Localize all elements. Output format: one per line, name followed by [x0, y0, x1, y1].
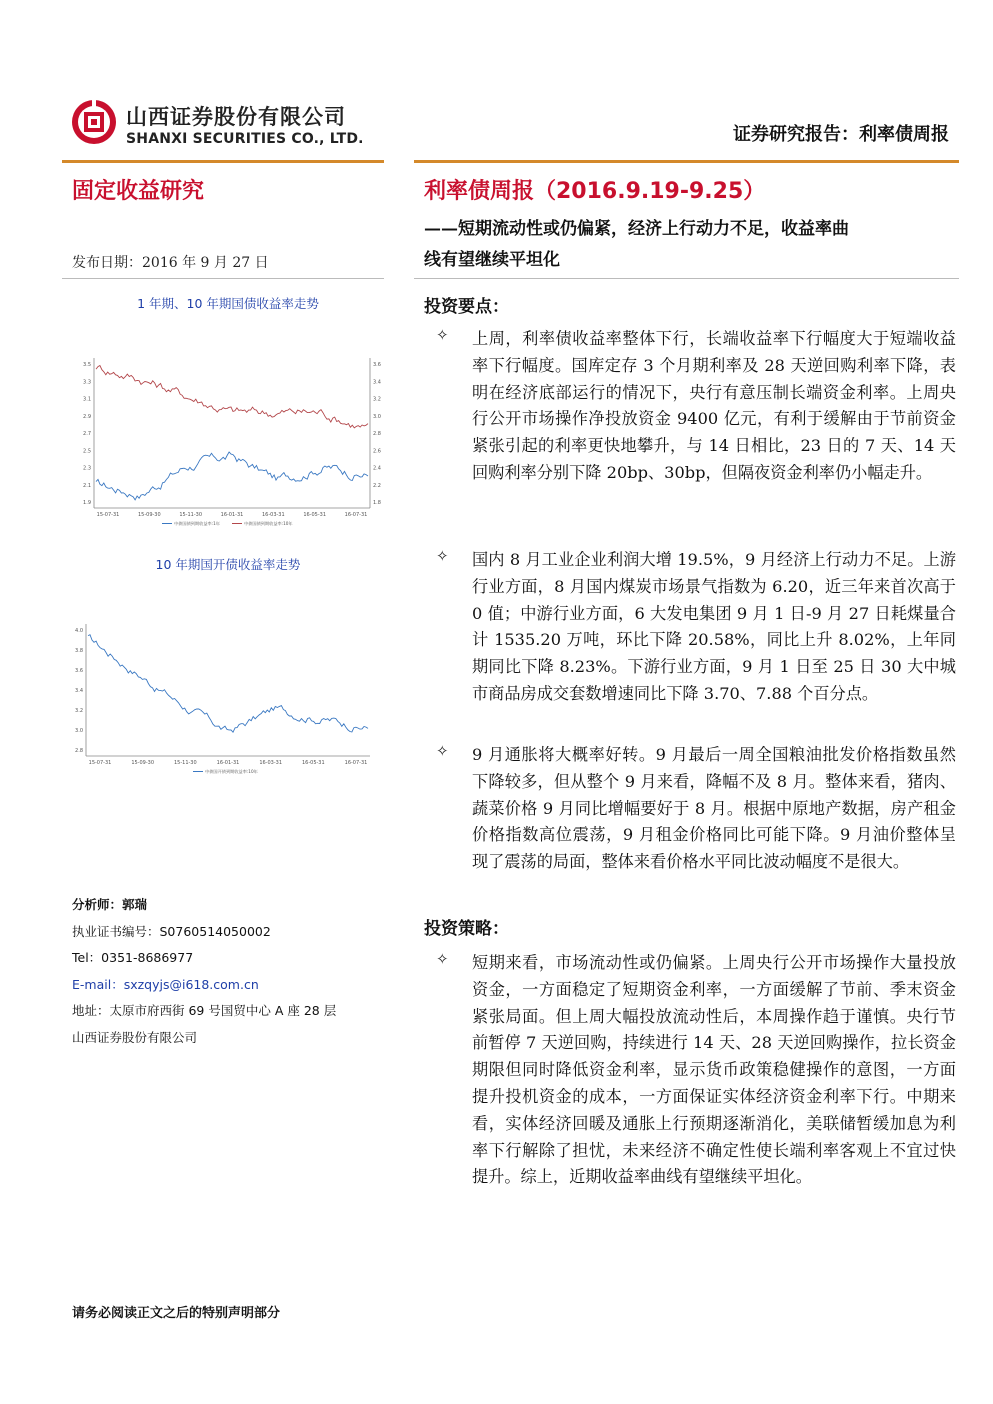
x-tick-label: 16-03-31 [259, 760, 283, 766]
investment-point-text: 9 月通胀将大概率好转。9 月最后一周全国粮油批发价格指数虽然下降较多，但从整个 9 月来看，降幅不及 8 月。整体来看，猪肉、蔬菜价格 9 月同比增幅要好于 8 月。根据中原地产数据，房产租金价格指数高位震荡，9 月租金价格同比可能下降。9 月油价整体呈现了震荡的局面，整体来看价格水平同比波动幅度不是很大。 [472, 745, 956, 872]
y-tick-label: 3.2 [75, 708, 83, 714]
y-tick-label: 2.1 [83, 482, 91, 489]
company-name-cn: 山西证券股份有限公司 [126, 105, 346, 129]
chart1-title: 1 年期、10 年期国债收益率走势 [137, 296, 319, 311]
investment-point-1 [436, 326, 956, 487]
x-tick-label: 16-05-31 [303, 512, 327, 518]
y-tick-label: 3.3 [83, 379, 91, 386]
series-line-1 [96, 452, 368, 500]
strategy-point-1 [436, 950, 956, 1191]
series-line-2 [96, 366, 368, 428]
right-divider [414, 278, 959, 279]
bullet-diamond-icon: ✧ [436, 547, 449, 565]
x-tick-label: 16-07-31 [344, 760, 368, 766]
strategy-point-text: 短期来看，市场流动性或仍偏紧。上周央行公开市场操作大量投放资金，一方面稳定了短期资金利率，一方面缓解了节前、季末资金紧张局面。但上周大幅投放流动性后，本周操作趋于谨慎。央行节前暂停 7 天逆回购，持续进行 14 天、28 天逆回购操作，拉长资金期限但同时降低资金利率，显示货币政策稳健操作的意图，一方面提升投机资金的成本，一方面保证实体经济资金利率下行。中期来看，实体经济回暖及通胀上行预期逐渐消化，美联储暂缓加息为利率下行解除了担忧，未来经济不确定性使长端利率客观上不宜过快提升。综上，近期收益率曲线有望继续平坦化。 [472, 953, 956, 1187]
y-tick-label: 2.9 [83, 413, 91, 420]
investment-point-2 [436, 547, 956, 708]
y-tick-label: 2.3 [83, 465, 91, 472]
analyst-email[interactable]: E-mail：sxzqyjs@i618.com.cn [72, 976, 259, 992]
y-tick-label-right: 3.2 [373, 396, 381, 403]
x-tick-label: 16-03-31 [261, 512, 285, 518]
y-tick-label-right: 3.4 [373, 379, 381, 386]
analyst-cert: 执业证书编号：S0760514050002 [72, 923, 271, 939]
y-tick-label: 3.4 [75, 688, 83, 694]
y-tick-label-right: 2.8 [373, 431, 381, 437]
chart2-title: 10 年期国开债收益率走势 [155, 557, 301, 572]
y-tick-label: 3.8 [75, 648, 83, 654]
legend-label: 中债国债到期收益率:1年 [174, 521, 220, 526]
x-tick-label: 15-07-31 [96, 512, 120, 518]
left-divider [62, 278, 384, 279]
x-tick-label: 16-01-31 [216, 760, 240, 766]
analyst-address: 地址：太原市府西街 69 号国贸中心 A 座 28 层 [72, 1003, 337, 1018]
y-tick-label: 1.9 [83, 500, 91, 506]
x-tick-label: 16-01-31 [220, 512, 244, 518]
y-tick-label-right: 3.6 [373, 362, 381, 368]
x-tick-label: 16-07-31 [344, 512, 368, 518]
y-tick-label: 3.1 [83, 396, 91, 403]
y-tick-label: 3.0 [75, 728, 83, 734]
chart2-plot [72, 618, 384, 778]
section-category: 固定收益研究 [72, 179, 205, 204]
investment-point-3 [436, 742, 956, 876]
investment-point-text: 上周，利率债收益率整体下行，长端收益率下行幅度大于短端收益率下行幅度。国库定存 3 个月期利率及 28 天逆回购利率下降，表明在经济底部运行的情况下，央行有意压制长端资金利率。上周央行公开市场操作净投放资金 9400 亿元，有利于缓解由于节前资金紧张引起的利率更快地攀升，与 14 日相比，23 日的 7 天、14 天回购利率分别下降 20bp、30bp，但隔夜资金利率仍小幅走升。 [472, 329, 956, 482]
company-logo-icon [70, 98, 118, 146]
analyst-info [72, 892, 336, 1051]
y-tick-label: 3.6 [75, 668, 83, 674]
legend-label: 中债国开债到期收益率:10年 [205, 769, 258, 774]
investment-point-text: 国内 8 月工业企业利润大增 19.5%，9 月经济上行动力不足。上游行业方面，8 月国内煤炭市场景气指数为 6.20，近三年来首次高于 0 值；中游行业方面，6 大发电集团 9 月 1 日-9 月 27 日耗煤量合计 1535.20 万吨，环比下降 20.58%，同比上升 8.02%，上年同期同比下降 8.23%。下游行业方面，9 月 1 日至 25 日 30 大中城市商品房成交套数增速同比下降 3.70、7.88 个百分点。 [472, 550, 956, 703]
x-tick-label: 15-07-31 [88, 760, 112, 766]
series-line-1 [88, 635, 368, 733]
y-tick-label-right: 1.8 [373, 500, 381, 506]
y-tick-label: 4.0 [75, 628, 83, 634]
y-tick-label-right: 2.6 [373, 448, 381, 455]
header-rule-right [414, 160, 959, 163]
strategy-heading: 投资策略： [424, 919, 509, 939]
analyst-company: 山西证券股份有限公司 [72, 1029, 198, 1045]
y-tick-label-right: 3.0 [373, 413, 381, 420]
y-tick-label: 3.5 [83, 362, 91, 368]
report-title: 利率债周报（2016.9.19-9.25） [424, 179, 766, 204]
x-tick-label: 15-11-30 [173, 760, 197, 766]
bullet-diamond-icon: ✧ [436, 742, 449, 760]
legend-label: 中债国债到期收益率:10年 [244, 521, 293, 526]
x-tick-label: 15-09-30 [131, 760, 155, 766]
header-rule-left [62, 160, 384, 163]
y-tick-label-right: 2.2 [373, 482, 381, 489]
x-tick-label: 16-05-31 [301, 760, 325, 766]
chart1-plot [72, 352, 384, 530]
y-tick-label: 2.7 [83, 431, 91, 437]
y-tick-label-right: 2.4 [373, 465, 381, 472]
analyst-name: 分析师：郭瑞 [72, 897, 148, 912]
bullet-diamond-icon: ✧ [436, 950, 449, 968]
x-tick-label: 15-09-30 [137, 512, 161, 518]
analyst-tel: Tel：0351-8686977 [72, 950, 194, 965]
y-tick-label: 2.5 [83, 448, 91, 455]
publish-date: 发布日期：2016 年 9 月 27 日 [72, 255, 269, 271]
investment-points-heading: 投资要点： [424, 297, 509, 317]
x-tick-label: 15-11-30 [179, 512, 203, 518]
footer-disclaimer: 请务必阅读正文之后的特别声明部分 [72, 1306, 281, 1321]
report-subtitle: ——短期流动性或仍偏紧，经济上行动力不足，收益率曲线有望继续平坦化 [424, 219, 849, 270]
y-tick-label: 2.8 [75, 748, 83, 754]
company-name-en: SHANXI SECURITIES CO., LTD. [126, 131, 364, 147]
report-type: 证券研究报告：利率债周报 [733, 124, 949, 145]
bullet-diamond-icon: ✧ [436, 326, 449, 344]
